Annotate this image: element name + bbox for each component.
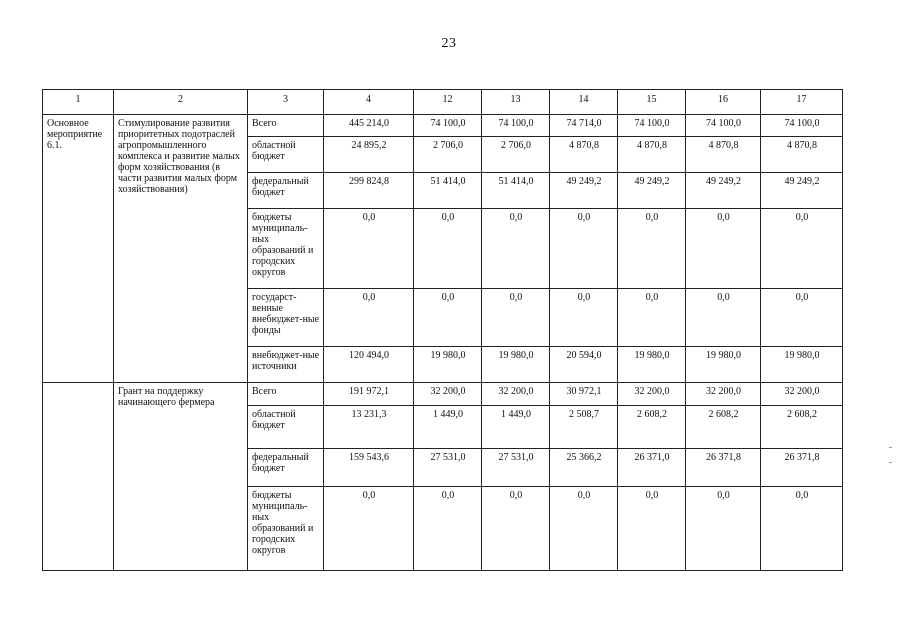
amount-cell: 19 980,0 bbox=[482, 347, 550, 383]
amount-cell: 299 824,8 bbox=[324, 173, 414, 209]
amount-cell: 0,0 bbox=[550, 487, 618, 571]
amount-cell: 26 371,0 bbox=[618, 449, 686, 487]
amount-cell: 0,0 bbox=[761, 487, 843, 571]
funding-source-cell: областной бюджет bbox=[248, 137, 324, 173]
amount-cell: 0,0 bbox=[414, 289, 482, 347]
amount-cell: 32 200,0 bbox=[686, 383, 761, 406]
amount-cell: 74 714,0 bbox=[550, 115, 618, 137]
funding-source-cell: федеральный бюджет bbox=[248, 449, 324, 487]
table-row bbox=[43, 383, 843, 406]
header-cell: 12 bbox=[414, 90, 482, 115]
amount-cell: 19 980,0 bbox=[761, 347, 843, 383]
amount-cell: 4 870,8 bbox=[618, 137, 686, 173]
measure-name-cell: Стимулирование развития приоритетных подотраслей агропромышленного комплекса и развитие малых форм хозяйствования (в части развития малых форм хозяйствования) bbox=[114, 115, 248, 383]
amount-cell: 4 870,8 bbox=[686, 137, 761, 173]
amount-cell: 49 249,2 bbox=[550, 173, 618, 209]
amount-cell: 49 249,2 bbox=[686, 173, 761, 209]
amount-cell: 51 414,0 bbox=[414, 173, 482, 209]
amount-cell: 0,0 bbox=[324, 209, 414, 289]
amount-cell: 0,0 bbox=[414, 487, 482, 571]
budget-table bbox=[42, 89, 843, 571]
amount-cell: 0,0 bbox=[550, 289, 618, 347]
amount-cell: 49 249,2 bbox=[618, 173, 686, 209]
funding-source-cell: бюджеты муниципаль-ных образований и городских округов bbox=[248, 487, 324, 571]
funding-source-cell: государст-венные внебюджет-ные фонды bbox=[248, 289, 324, 347]
funding-source-cell: областной бюджет bbox=[248, 406, 324, 449]
amount-cell: 26 371,8 bbox=[686, 449, 761, 487]
header-cell: 16 bbox=[686, 90, 761, 115]
amount-cell: 24 895,2 bbox=[324, 137, 414, 173]
funding-source-cell: Всего bbox=[248, 115, 324, 137]
amount-cell: 74 100,0 bbox=[618, 115, 686, 137]
amount-cell: 2 706,0 bbox=[414, 137, 482, 173]
header-cell: 15 bbox=[618, 90, 686, 115]
amount-cell: 4 870,8 bbox=[761, 137, 843, 173]
amount-cell: 2 608,2 bbox=[618, 406, 686, 449]
measure-cell: Основное мероприятие 6.1. bbox=[43, 115, 114, 383]
amount-cell: 74 100,0 bbox=[482, 115, 550, 137]
header-cell: 2 bbox=[114, 90, 248, 115]
table-row bbox=[43, 115, 843, 137]
amount-cell: 20 594,0 bbox=[550, 347, 618, 383]
header-cell: 1 bbox=[43, 90, 114, 115]
amount-cell: 0,0 bbox=[761, 209, 843, 289]
amount-cell: 32 200,0 bbox=[761, 383, 843, 406]
amount-cell: 120 494,0 bbox=[324, 347, 414, 383]
header-cell: 14 bbox=[550, 90, 618, 115]
scan-mark bbox=[889, 462, 892, 463]
amount-cell: 2 706,0 bbox=[482, 137, 550, 173]
table-body bbox=[43, 115, 843, 571]
amount-cell: 0,0 bbox=[686, 487, 761, 571]
amount-cell: 32 200,0 bbox=[618, 383, 686, 406]
amount-cell: 25 366,2 bbox=[550, 449, 618, 487]
amount-cell: 4 870,8 bbox=[550, 137, 618, 173]
amount-cell: 0,0 bbox=[618, 289, 686, 347]
amount-cell: 51 414,0 bbox=[482, 173, 550, 209]
amount-cell: 32 200,0 bbox=[482, 383, 550, 406]
amount-cell: 2 608,2 bbox=[686, 406, 761, 449]
amount-cell: 0,0 bbox=[414, 209, 482, 289]
page-number: 23 bbox=[441, 36, 457, 51]
measure-cell bbox=[43, 383, 114, 571]
amount-cell: 0,0 bbox=[550, 209, 618, 289]
amount-cell: 0,0 bbox=[618, 487, 686, 571]
amount-cell: 19 980,0 bbox=[686, 347, 761, 383]
funding-source-cell: бюджеты муниципаль-ных образований и городских округов bbox=[248, 209, 324, 289]
amount-cell: 0,0 bbox=[686, 289, 761, 347]
amount-cell: 27 531,0 bbox=[482, 449, 550, 487]
amount-cell: 0,0 bbox=[324, 289, 414, 347]
amount-cell: 0,0 bbox=[482, 209, 550, 289]
amount-cell: 30 972,1 bbox=[550, 383, 618, 406]
amount-cell: 2 608,2 bbox=[761, 406, 843, 449]
amount-cell: 27 531,0 bbox=[414, 449, 482, 487]
scan-mark bbox=[889, 447, 892, 448]
amount-cell: 0,0 bbox=[686, 209, 761, 289]
funding-source-cell: Всего bbox=[248, 383, 324, 406]
header-row bbox=[43, 90, 843, 115]
amount-cell: 159 543,6 bbox=[324, 449, 414, 487]
header-cell: 4 bbox=[324, 90, 414, 115]
amount-cell: 0,0 bbox=[482, 289, 550, 347]
amount-cell: 13 231,3 bbox=[324, 406, 414, 449]
amount-cell: 19 980,0 bbox=[618, 347, 686, 383]
amount-cell: 32 200,0 bbox=[414, 383, 482, 406]
amount-cell: 191 972,1 bbox=[324, 383, 414, 406]
funding-source-cell: внебюджет-ные источники bbox=[248, 347, 324, 383]
amount-cell: 74 100,0 bbox=[686, 115, 761, 137]
amount-cell: 19 980,0 bbox=[414, 347, 482, 383]
amount-cell: 26 371,8 bbox=[761, 449, 843, 487]
header-cell: 13 bbox=[482, 90, 550, 115]
amount-cell: 0,0 bbox=[482, 487, 550, 571]
amount-cell: 445 214,0 bbox=[324, 115, 414, 137]
measure-name-cell: Грант на поддержку начинающего фермера bbox=[114, 383, 248, 571]
amount-cell: 49 249,2 bbox=[761, 173, 843, 209]
amount-cell: 0,0 bbox=[324, 487, 414, 571]
amount-cell: 74 100,0 bbox=[414, 115, 482, 137]
amount-cell: 1 449,0 bbox=[482, 406, 550, 449]
header-cell: 3 bbox=[248, 90, 324, 115]
amount-cell: 0,0 bbox=[761, 289, 843, 347]
amount-cell: 2 508,7 bbox=[550, 406, 618, 449]
header-cell: 17 bbox=[761, 90, 843, 115]
amount-cell: 0,0 bbox=[618, 209, 686, 289]
amount-cell: 1 449,0 bbox=[414, 406, 482, 449]
funding-source-cell: федеральный бюджет bbox=[248, 173, 324, 209]
amount-cell: 74 100,0 bbox=[761, 115, 843, 137]
